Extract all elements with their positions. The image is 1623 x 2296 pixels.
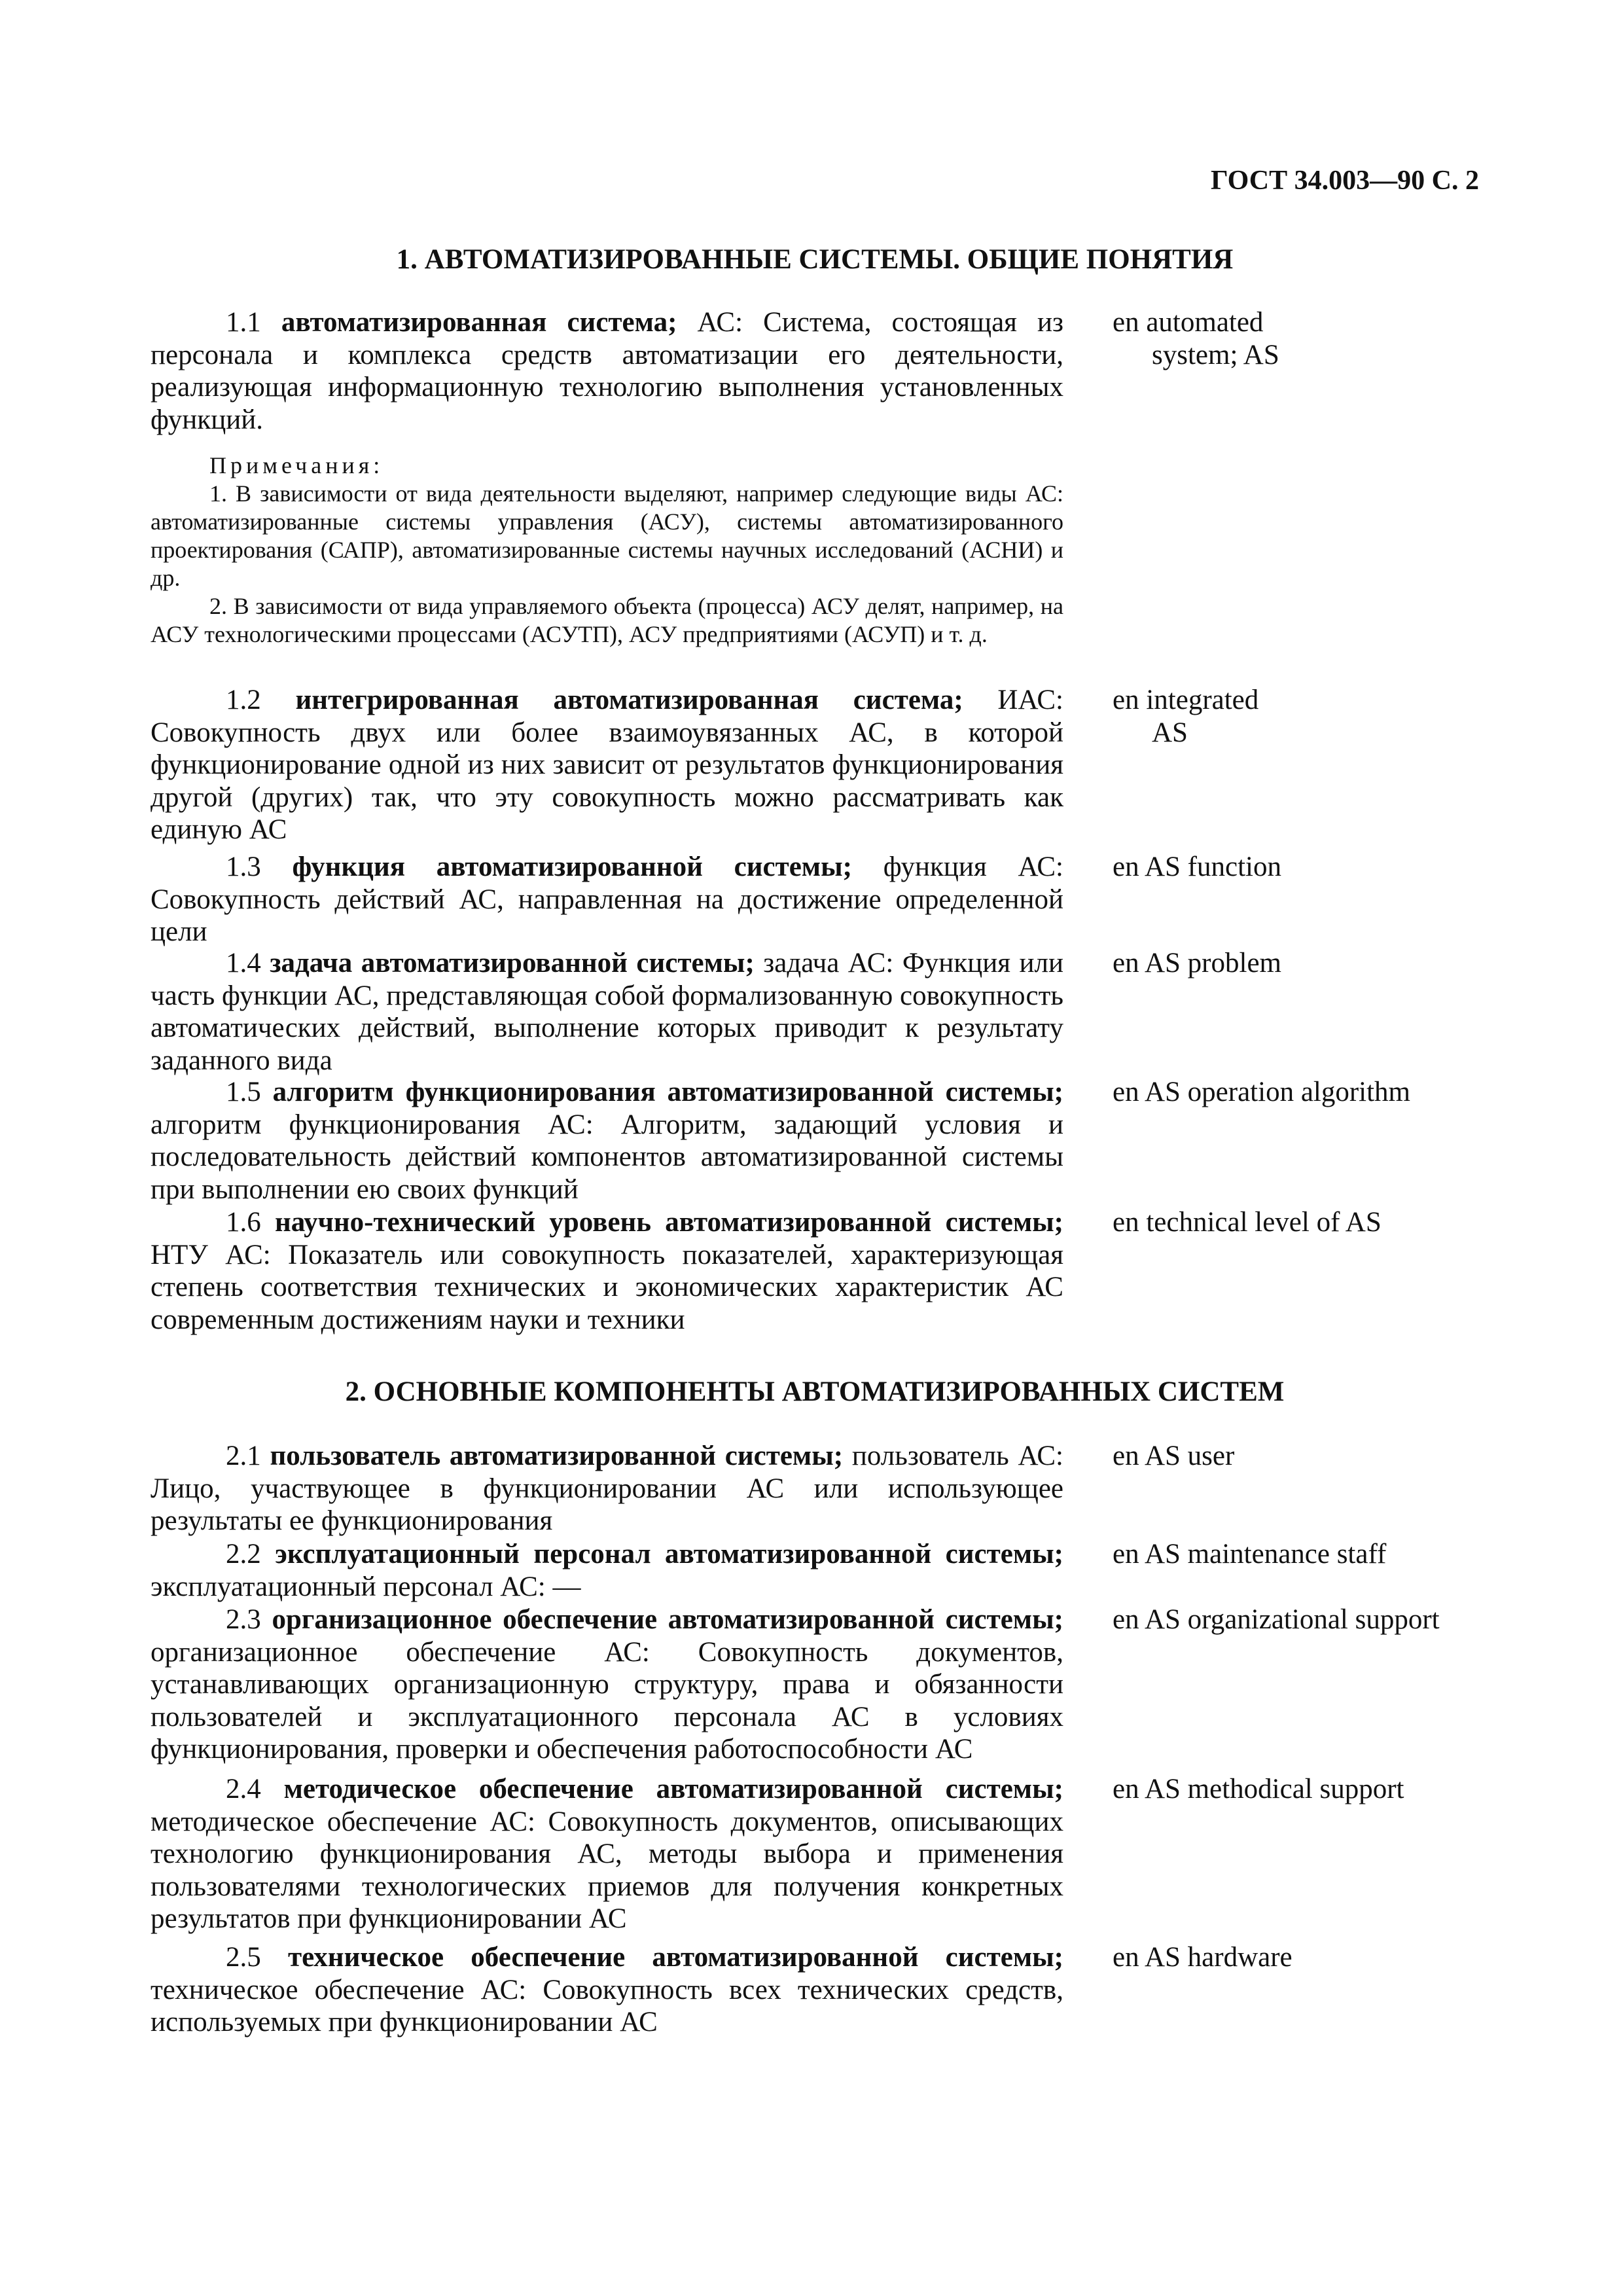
term-definition: НТУ АС: Показатель или совокупность показателей, характеризующая степень соответствия технических и экономических характеристик АС современным достижениям науки и техники [151, 1239, 1063, 1335]
term-name: алгоритм функционирования автоматизированной системы; [272, 1077, 1063, 1107]
term-definition: функция АС: Совокупность действий АС, направленная на достижение определенной цели [151, 852, 1064, 947]
term-definition: ИАС: Совокупность двух или более взаимоувязанных АС, в которой функционирование одной из них зависит от результатов функционирования другой (других) так, что эту совокупность можно рассматривать как единую АС [151, 685, 1064, 845]
term-number: 2.2 [226, 1539, 261, 1570]
term-1-3-english: en AS function [1113, 852, 1281, 882]
term-definition: организационное обеспечение АС: Совокупность документов, устанавливающих организационную структуру, права и обязанности пользователей и эксплуатационного персонала АС в условиях функционирования, проверки и обеспечения работоспособности АС [151, 1636, 1063, 1765]
term-number: 2.5 [226, 1942, 261, 1973]
term-2-4 [151, 1773, 1063, 1935]
term-2-5 [151, 1941, 1063, 2039]
term-name: задача автоматизированной системы; [270, 948, 755, 978]
term-1-2-english [1113, 684, 1492, 749]
term-2-1-english: en AS user [1113, 1441, 1235, 1471]
term-name: методическое обеспечение автоматизированной системы; [283, 1774, 1063, 1804]
term-number: 1.4 [226, 948, 261, 978]
term-definition: пользователь АС: Лицо, участвующее в функционировании АС или использующее результаты ее функционирования [151, 1441, 1063, 1536]
term-2-3-english: en AS organizational support [1113, 1604, 1440, 1635]
term-2-2-english: en AS maintenance staff [1113, 1539, 1387, 1570]
english-term-continued: system; AS [1152, 339, 1279, 370]
term-number: 1.3 [226, 852, 261, 882]
term-2-2 [151, 1538, 1063, 1603]
term-number: 2.1 [226, 1441, 261, 1471]
notes-block [151, 452, 1063, 649]
term-definition: задача АС: Функция или часть функции АС, представляющая собой формализованную совокупность автоматических действий, выполнение которых приводит к результату заданного вида [151, 948, 1063, 1076]
section-title-1: 1. АВТОМАТИЗИРОВАННЫЕ СИСТЕМЫ. ОБЩИЕ ПОНЯТИЯ [396, 244, 1234, 275]
term-number: 1.1 [226, 307, 261, 338]
english-term-continued: AS [1152, 717, 1188, 748]
term-name: пользователь автоматизированной системы; [270, 1441, 844, 1471]
term-1-3 [151, 851, 1063, 948]
term-1-6 [151, 1206, 1063, 1336]
term-name: научно-технический уровень автоматизированной системы; [275, 1207, 1063, 1238]
english-term: en automated [1113, 307, 1264, 338]
term-number: 1.5 [226, 1077, 261, 1107]
term-number: 2.3 [226, 1604, 261, 1635]
term-name: эксплуатационный персонал автоматизированной системы; [275, 1539, 1064, 1570]
term-number: 2.4 [226, 1774, 261, 1804]
term-1-1 [151, 306, 1063, 436]
term-2-5-english: en AS hardware [1113, 1942, 1293, 1973]
term-2-4-english: en AS methodical support [1113, 1774, 1404, 1804]
term-1-4-english: en AS problem [1113, 948, 1281, 978]
term-1-2 [151, 684, 1063, 846]
term-definition: техническое обеспечение АС: Совокупность всех технических средств, используемых при функционировании АС [151, 1974, 1063, 2037]
term-name: техническое обеспечение автоматизированной системы; [287, 1942, 1064, 1973]
term-number: 1.6 [226, 1207, 261, 1238]
term-definition: АС: Система, состоящая из персонала и комплекса средств автоматизации его деятельности, реализующая информационную технологию выполнения установленных функций. [151, 307, 1063, 435]
term-1-5-english: en AS operation algorithm [1113, 1077, 1411, 1107]
term-number: 1.2 [226, 685, 261, 715]
english-term: en integrated [1113, 685, 1259, 715]
term-1-1-english [1113, 306, 1492, 371]
note-item-2: 2. В зависимости от вида управляемого объекта (процесса) АСУ делят, например, на АСУ технологическими процессами (АСУТП), АСУ предприятиями (АСУП) и т. д. [151, 593, 1063, 647]
term-name: автоматизированная система; [281, 307, 677, 338]
term-name: организационное обеспечение автоматизированной системы; [272, 1604, 1063, 1635]
notes-heading: Примечания: [209, 452, 384, 478]
term-name: функция автоматизированной системы; [292, 852, 852, 882]
term-definition: методическое обеспечение АС: Совокупность документов, описывающих технологию функционирования АС, методы выбора и применения пользователями технологических приемов для получения конкретных результатов при функционировании АС [151, 1806, 1063, 1934]
term-1-5 [151, 1076, 1063, 1206]
term-2-1 [151, 1440, 1063, 1537]
term-name: интегрированная автоматизированная система; [295, 685, 963, 715]
term-2-3 [151, 1604, 1063, 1766]
note-item-1: 1. В зависимости от вида деятельности выделяют, например следующие виды АС: автоматизированные системы управления (АСУ), системы автоматизированного проектирования (САПР), автоматизированные системы научных исследований (АСНИ) и др. [151, 480, 1063, 591]
page-header: ГОСТ 34.003—90 С. 2 [1210, 166, 1479, 196]
term-definition: эксплуатационный персонал АС: — [151, 1571, 581, 1602]
term-1-4 [151, 947, 1063, 1077]
term-definition: алгоритм функционирования АС: Алгоритм, задающий условия и последовательность действий компонентов автоматизированной системы при выполнении ею своих функций [151, 1109, 1063, 1205]
section-title-2: 2. ОСНОВНЫЕ КОМПОНЕНТЫ АВТОМАТИЗИРОВАННЫХ СИСТЕМ [345, 1376, 1285, 1407]
term-1-6-english: en technical level of AS [1113, 1207, 1382, 1238]
